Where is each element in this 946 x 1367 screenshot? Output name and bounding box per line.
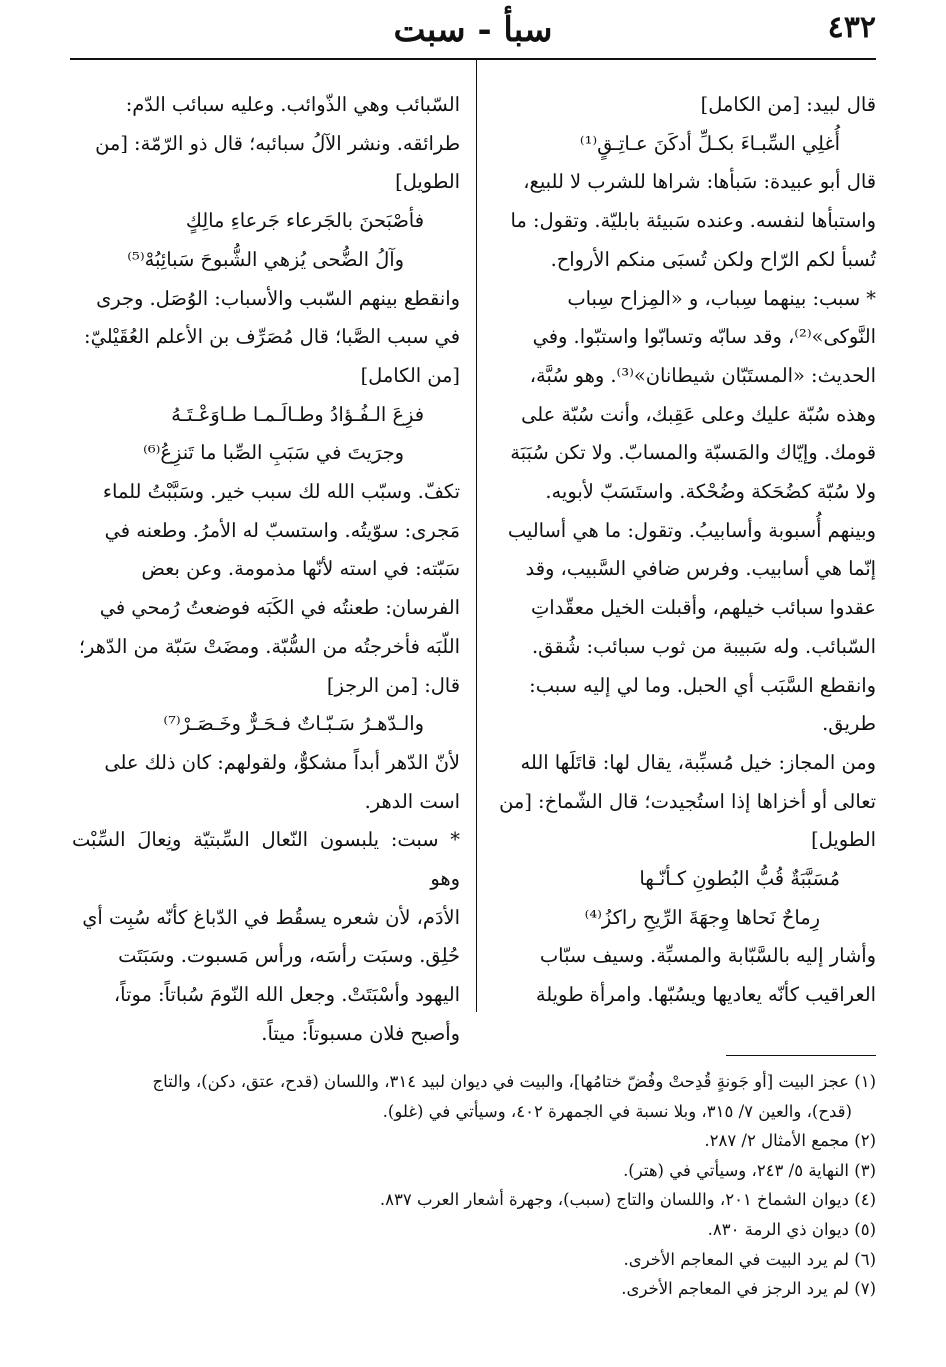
footnotes: [70, 1067, 876, 1304]
text-line: وأصبح فلان مسبوتاً: ميتاً.: [261, 1021, 460, 1045]
text-line: الفرسان: طعنتُه في الكَبَه فوضعتُ رُمحي في: [99, 596, 460, 620]
footnote: (١) عجز البيت [أو جَونةٍ قُدِحتْ وفُضّ ختامُها]، والبيت في ديوان لبيد ٣١٤، واللسان (قدح، عتق، دكن)، والتاج: [152, 1072, 876, 1091]
footnote: (٦) لم يرد البيت في المعاجم الأخرى.: [623, 1249, 876, 1269]
text-line: ولا سُبّة كضُحَكة وضُحْكة. واستَسَبّ لأبويه.: [545, 480, 876, 504]
text-line: مَجرى: سوّيتُه. واستسبّ له الأمرُ. وطعنه في: [104, 518, 460, 542]
text-line: وانقطع بينهم السّبب والأسباب: الوُصَل. وجرى: [96, 286, 460, 310]
text-line: في سبب الصَّبا؛ قال مُصَرِّف بن الأعلم العُقَيْليّ:: [84, 325, 460, 349]
text-line: وهذه سُبّة عليك وعلى عَقِبك، وأنت سُبّة على: [521, 402, 876, 426]
text-line: قال: [من الرجز]: [326, 673, 460, 697]
text-line: تكفّ. وسبّب الله لك سبب خير. وسَبَّبْتُ للماء: [102, 480, 460, 504]
footnote: (٥) ديوان ذي الرمة ٨٣٠.: [707, 1219, 876, 1239]
text-line: الطويل]: [811, 828, 876, 852]
text-line: السّبائب. وله سَبيبة من ثوب سبائب: شُقق.: [532, 634, 876, 658]
text-line: السّبائب وهي الذّوائب. وعليه سبائب الدّم:: [125, 93, 460, 116]
text-line: الطويل]: [395, 170, 460, 194]
text-line: إنّما هي أسابيب. وفرس ضافي السَّبيب، وقد: [525, 557, 876, 581]
text-line: * سبب: بينهما سِباب، و «المِزاح سِباب: [567, 286, 876, 310]
header-rule: [70, 58, 876, 60]
text-line: واستبأها لنفسه. وعنده سَبيئة بابليّة. وتقول: ما: [510, 209, 876, 233]
text-line: عقدوا سبائب خيلهم، وأقبلت الخيل معقّداتِ: [531, 596, 876, 620]
text-line: وأشار إليه بالسَّبّابة والمسبِّة. وسيف سبّاب: [539, 944, 876, 968]
text-line: العراقيب كأنّه يعاديها ويسُبّها. وامرأة طويلة: [535, 983, 876, 1007]
page-number: ٤٣٢: [827, 10, 876, 45]
verse-line: فزِعَ الـفُـؤادُ وطـالَـمـا طـاوَعْـتَـهُ: [171, 402, 424, 426]
verse-line: وجرَيتَ في سَبَبِ الصِّبا ما تَنزِعُ⁽⁶⁾: [143, 441, 404, 465]
verse-line: وآلُ الضُّحى يُزهي الشُّبوحَ سَبائِبُهْ⁽⁵⁾: [127, 247, 404, 271]
left-column: [72, 86, 460, 1054]
right-column: [488, 86, 876, 1015]
text-line: اللّبَه فأخرجتُه من السُّبّة. ومضَتْ سَبّة من الدّهر؛: [78, 634, 460, 658]
text-line: طرائقه. ونشر الآلُ سبائبه؛ قال ذو الرّمّة: [من: [95, 131, 460, 155]
footnote: (٧) لم يرد الرجز في المعاجم الأخرى.: [621, 1279, 876, 1299]
page-header: [70, 10, 876, 58]
text-line: وبينهم أُسبوبة وأسابيبُ. وتقول: ما هي أساليب: [507, 518, 876, 542]
text-line: وانقطع السَّبَب أي الحبل. وما لي إليه سبب:: [529, 673, 876, 697]
column-divider: [476, 58, 477, 1012]
text-line: الأدَم، لأن شعره يسقُط في الدّباغ كأنّه سُبِت أي: [82, 905, 460, 929]
footnote: (٣) النهاية ٥/ ٢٤٣، وسيأتي في (هتر).: [623, 1160, 876, 1180]
text-line: طريق.: [822, 712, 876, 736]
text-line: تُسبأ لكم الرّاح ولكن تُسبَى منكم الأرواح.: [550, 247, 876, 271]
text-line: لأنّ الدّهر أبداً مشكوٌّ، ولقولهم: كان ذلك على: [104, 750, 460, 774]
text-line: [من الكامل]: [360, 363, 460, 387]
verse-line: مُسَبَّبَةٌ قُبُّ البُطونِ كـأنّـها: [639, 867, 840, 891]
footnote-rule: [726, 1055, 876, 1056]
text-line: قومك. وإيّاك والمَسبّة والمسابّ. ولا تكن سُبَبَة: [510, 441, 876, 465]
text-line: قال لبيد: [من الكامل]: [700, 93, 876, 116]
text-line: النَّوكى»⁽²⁾، وقد سابّه وتسابّوا واستبّوا. وفي: [532, 325, 876, 349]
text-line: * سبت: يلبسون النّعال السِّبتيّة ونِعالَ السِّبْت وهو: [72, 828, 460, 891]
text-line: قال أبو عبيدة: سَبأها: شراها للشرب لا للبيع،: [523, 170, 876, 194]
text-line: سَبّته: في استه لأنّها مذمومة. وعن بعض: [141, 557, 460, 581]
verse-line: والـدّهـرُ سَـبّـاتٌ فـحَـرٌّ وخَـصَـرْ⁽⁷⁾: [163, 712, 424, 736]
verse-line: فأصْبَحنَ بالجَرعاء جَرعاءِ مالِكٍ: [185, 209, 424, 233]
verse-line: أُغلِي السِّبـاءَ بكـلِّ أدكَنَ عـاتِـقٍ⁽¹⁾: [579, 131, 840, 155]
footnote: (٢) مجمع الأمثال ٢/ ٢٨٧.: [704, 1131, 876, 1151]
text-line: الحديث: «المستَبّان شيطانان»⁽³⁾. وهو سُبَّة،: [529, 363, 876, 387]
text-line: حُلِق. وسبَت رأسَه، ورأس مَسبوت. وسَبَتَت: [118, 944, 460, 968]
verse-line: رِماحٌ نَحاها وِجهَةَ الرِّيحِ راكزُ⁽⁴⁾: [584, 905, 820, 929]
text-line: تعالى أو أخزاها إذا استُجيدت؛ قال الشّماخ: [من: [499, 789, 876, 813]
running-title: سبأ - سبت: [393, 10, 553, 50]
text-line: است الدهر.: [364, 789, 460, 813]
footnote: (قدح)، والعين ٧/ ٣١٥، وبلا نسبة في الجمهرة ٤٠٢، وسيأتي في (غلو).: [382, 1101, 852, 1121]
text-line: ومن المجاز: خيل مُسبِّبة، يقال لها: قاتَلَها الله: [520, 750, 876, 774]
text-line: اليهود وأسْبَتَتْ. وجعل الله النّومَ سُباتاً: موتاً،: [113, 983, 460, 1007]
footnote: (٤) ديوان الشماخ ٢٠١، واللسان والتاج (سبب)، وجهرة أشعار العرب ٨٣٧.: [379, 1190, 876, 1210]
